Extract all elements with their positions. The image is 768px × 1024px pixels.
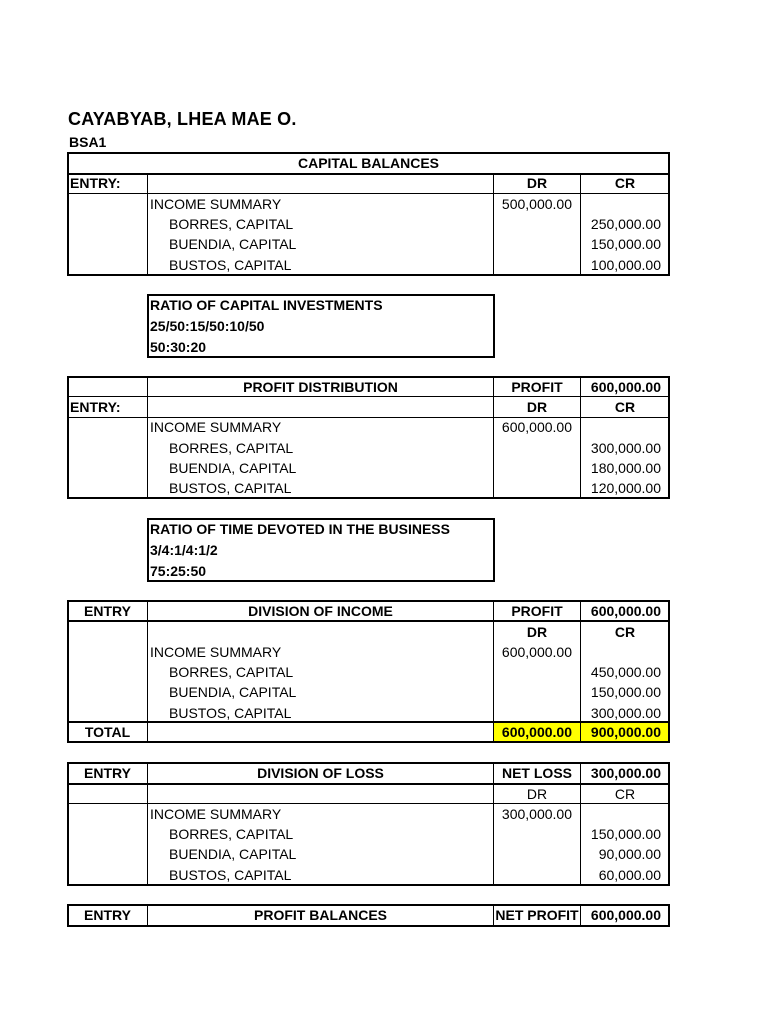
cr-header: CR <box>614 399 636 415</box>
account-name: INCOME SUMMARY <box>150 644 282 660</box>
account-name: BORRES, CAPITAL <box>169 664 294 680</box>
entry-label: ENTRY: <box>70 399 121 415</box>
ratio-simplified: 50:30:20 <box>150 339 207 355</box>
account-name: INCOME SUMMARY <box>150 196 282 212</box>
cr-amount: 150,000.00 <box>590 826 661 842</box>
dr-amount: 300,000.00 <box>501 806 572 822</box>
dr-header: DR <box>526 786 548 802</box>
cr-amount: 90,000.00 <box>598 846 661 862</box>
account-name: BUENDIA, CAPITAL <box>169 684 297 700</box>
dr-header: DR <box>526 624 548 640</box>
account-name: INCOME SUMMARY <box>150 419 282 435</box>
table-title: PROFIT DISTRIBUTION <box>243 379 398 395</box>
account-name: BUSTOS, CAPITAL <box>169 257 292 273</box>
cr-amount: 150,000.00 <box>590 236 661 252</box>
dr-header: DR <box>526 175 548 191</box>
cr-amount: 300,000.00 <box>590 705 661 721</box>
net-profit-value: 600,000.00 <box>590 907 661 923</box>
net-loss-label: NET LOSS <box>501 765 572 781</box>
cr-amount: 60,000.00 <box>598 867 661 883</box>
profit-label: PROFIT <box>511 603 563 619</box>
cr-amount: 250,000.00 <box>590 216 661 232</box>
entry-label: ENTRY: <box>70 175 121 191</box>
ratio-title: RATIO OF TIME DEVOTED IN THE BUSINESS <box>150 521 450 537</box>
table-title: DIVISION OF LOSS <box>257 765 384 781</box>
cr-header: CR <box>614 175 636 191</box>
account-name: BORRES, CAPITAL <box>169 216 294 232</box>
ratio-fraction: 25/50:15/50:10/50 <box>150 318 265 334</box>
account-name: BUSTOS, CAPITAL <box>169 705 292 721</box>
account-name: BUSTOS, CAPITAL <box>169 480 292 496</box>
dr-amount: 600,000.00 <box>501 644 572 660</box>
cr-amount: 450,000.00 <box>590 664 661 680</box>
account-name: INCOME SUMMARY <box>150 806 282 822</box>
student-name: CAYABYAB, LHEA MAE O. <box>68 109 297 129</box>
cr-header: CR <box>614 624 636 640</box>
table-title: DIVISION OF INCOME <box>248 603 393 619</box>
total-dr: 600,000.00 <box>501 724 572 740</box>
cr-amount: 120,000.00 <box>590 480 661 496</box>
account-name: BUENDIA, CAPITAL <box>169 846 297 862</box>
cr-amount: 150,000.00 <box>590 684 661 700</box>
cr-amount: 180,000.00 <box>590 460 661 476</box>
cr-header: CR <box>614 786 636 802</box>
net-profit-label: NET PROFIT <box>495 907 579 923</box>
profit-label: PROFIT <box>511 379 563 395</box>
cr-amount: 100,000.00 <box>590 257 661 273</box>
account-name: BUSTOS, CAPITAL <box>169 867 292 883</box>
total-label: TOTAL <box>84 724 131 740</box>
net-loss-value: 300,000.00 <box>590 765 661 781</box>
entry-label: ENTRY <box>84 603 131 619</box>
dr-amount: 600,000.00 <box>501 419 572 435</box>
profit-value: 600,000.00 <box>590 603 661 619</box>
total-cr: 900,000.00 <box>590 724 661 740</box>
ratio-title: RATIO OF CAPITAL INVESTMENTS <box>150 297 383 313</box>
profit-value: 600,000.00 <box>590 379 661 395</box>
ratio-fraction: 3/4:1/4:1/2 <box>150 542 218 558</box>
account-name: BUENDIA, CAPITAL <box>169 236 297 252</box>
dr-amount: 500,000.00 <box>501 196 572 212</box>
account-name: BUENDIA, CAPITAL <box>169 460 297 476</box>
entry-label: ENTRY <box>84 765 131 781</box>
entry-label: ENTRY <box>84 907 131 923</box>
course-code: BSA1 <box>69 134 107 150</box>
table-title: PROFIT BALANCES <box>254 907 387 923</box>
ratio-simplified: 75:25:50 <box>150 563 207 579</box>
cr-amount: 300,000.00 <box>590 440 661 456</box>
dr-header: DR <box>526 399 548 415</box>
account-name: BORRES, CAPITAL <box>169 826 294 842</box>
table-title: CAPITAL BALANCES <box>297 155 440 171</box>
account-name: BORRES, CAPITAL <box>169 440 294 456</box>
